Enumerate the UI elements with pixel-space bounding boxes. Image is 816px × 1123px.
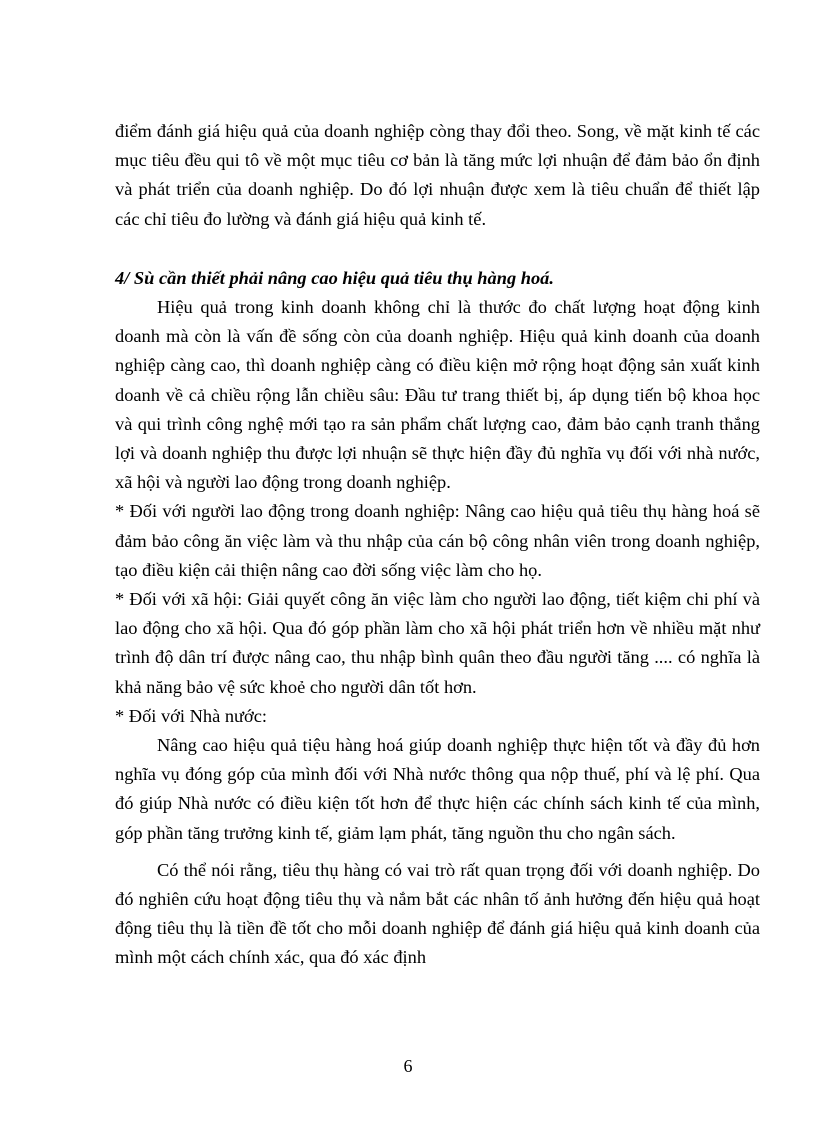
paragraph-conclusion: Có thể nói rằng, tiêu thụ hàng có vai trò rất quan trọng đối với doanh nghiệp. Do đó nghiên cứu hoạt động tiêu thụ và nắm bắt các nhân tố ảnh hưởng đến hiệu quả hoạt động tiêu thụ là tiền đề tốt cho mỗi doanh nghiệp để đánh giá hiệu quả kinh doanh của mình một cách chính xác, qua đó xác định xyxy=(115,859,760,968)
paragraph-society: * Đối với xã hội: Giải quyết công ăn việc làm cho người lao động, tiết kiệm chi phí và lao động cho xã hội. Qua đó góp phần làm cho xã hội phát triển hơn về nhiều mặt như trình độ dân trí được nâng cao, thu nhập bình quân theo đầu người tăng .... có nghĩa là khả năng bảo vệ sức khoẻ cho người dân tốt hơn. xyxy=(115,589,760,697)
paragraph-evaluation-criteria: điểm đánh giá hiệu quả của doanh nghiệp còng thay đổi theo. Song, về mặt kinh tế các mục tiêu đều qui tô về một mục tiêu cơ bản là tăng mức lợi nhuận để đảm bảo ổn định và phát triển của doanh nghiệp. Do đó lợi nhuận được xem là tiêu chuẩn để thiết lập các chỉ tiêu đo lường và đánh giá hiệu quả kinh tế. xyxy=(115,121,760,229)
paragraph-state-label: * Đối với Nhà nước: xyxy=(115,705,268,726)
paragraph-workers: * Đối với người lao động trong doanh nghiệp: Nâng cao hiệu quả tiêu thụ hàng hoá sẽ đảm bảo công ăn việc làm và thu nhập của cán bộ công nhân viên trong doanh nghiệp, tạo điều kiện cải thiện nâng cao đời sống việc làm cho họ. xyxy=(115,501,760,580)
paragraph-business-efficiency: Hiệu quả trong kinh doanh không chỉ là thước đo chất lượng hoạt động kinh doanh mà còn là vấn đề sống còn của doanh nghiệp. Hiệu quả kinh doanh của doanh nghiệp càng cao, thì doanh nghiệp càng có điều kiện mở rộng hoạt động sản xuất kinh doanh về cả chiều rộng lẫn chiều sâu: Đầu tư trang thiết bị, áp dụng tiến bộ khoa học và qui trình công nghệ mới tạo ra sản phẩm chất lượng cao, đảm bảo cạnh tranh thắng lợi và doanh nghiệp thu được lợi nhuận sẽ thực hiện đầy đủ nghĩa vụ đối với nhà nước, xã hội và người lao động trong doanh nghiệp. xyxy=(115,297,760,493)
paragraph-state: Nâng cao hiệu quả tiệu hàng hoá giúp doanh nghiệp thực hiện tốt và đầy đủ hơn nghĩa vụ đóng góp của mình đối với Nhà nước thông qua nộp thuế, phí và lệ phí. Qua đó giúp Nhà nước có điều kiện tốt hơn để thực hiện các chính sách kinh tế của mình, góp phần tăng trưởng kinh tế, giảm lạm phát, tăng nguồn thu cho ngân sách. xyxy=(115,735,760,843)
page-number: 6 xyxy=(403,1056,413,1076)
section-heading: 4/ Sù cần thiết phải nâng cao hiệu quả tiêu thụ hàng hoá. xyxy=(115,267,554,288)
document-body xyxy=(115,117,760,973)
